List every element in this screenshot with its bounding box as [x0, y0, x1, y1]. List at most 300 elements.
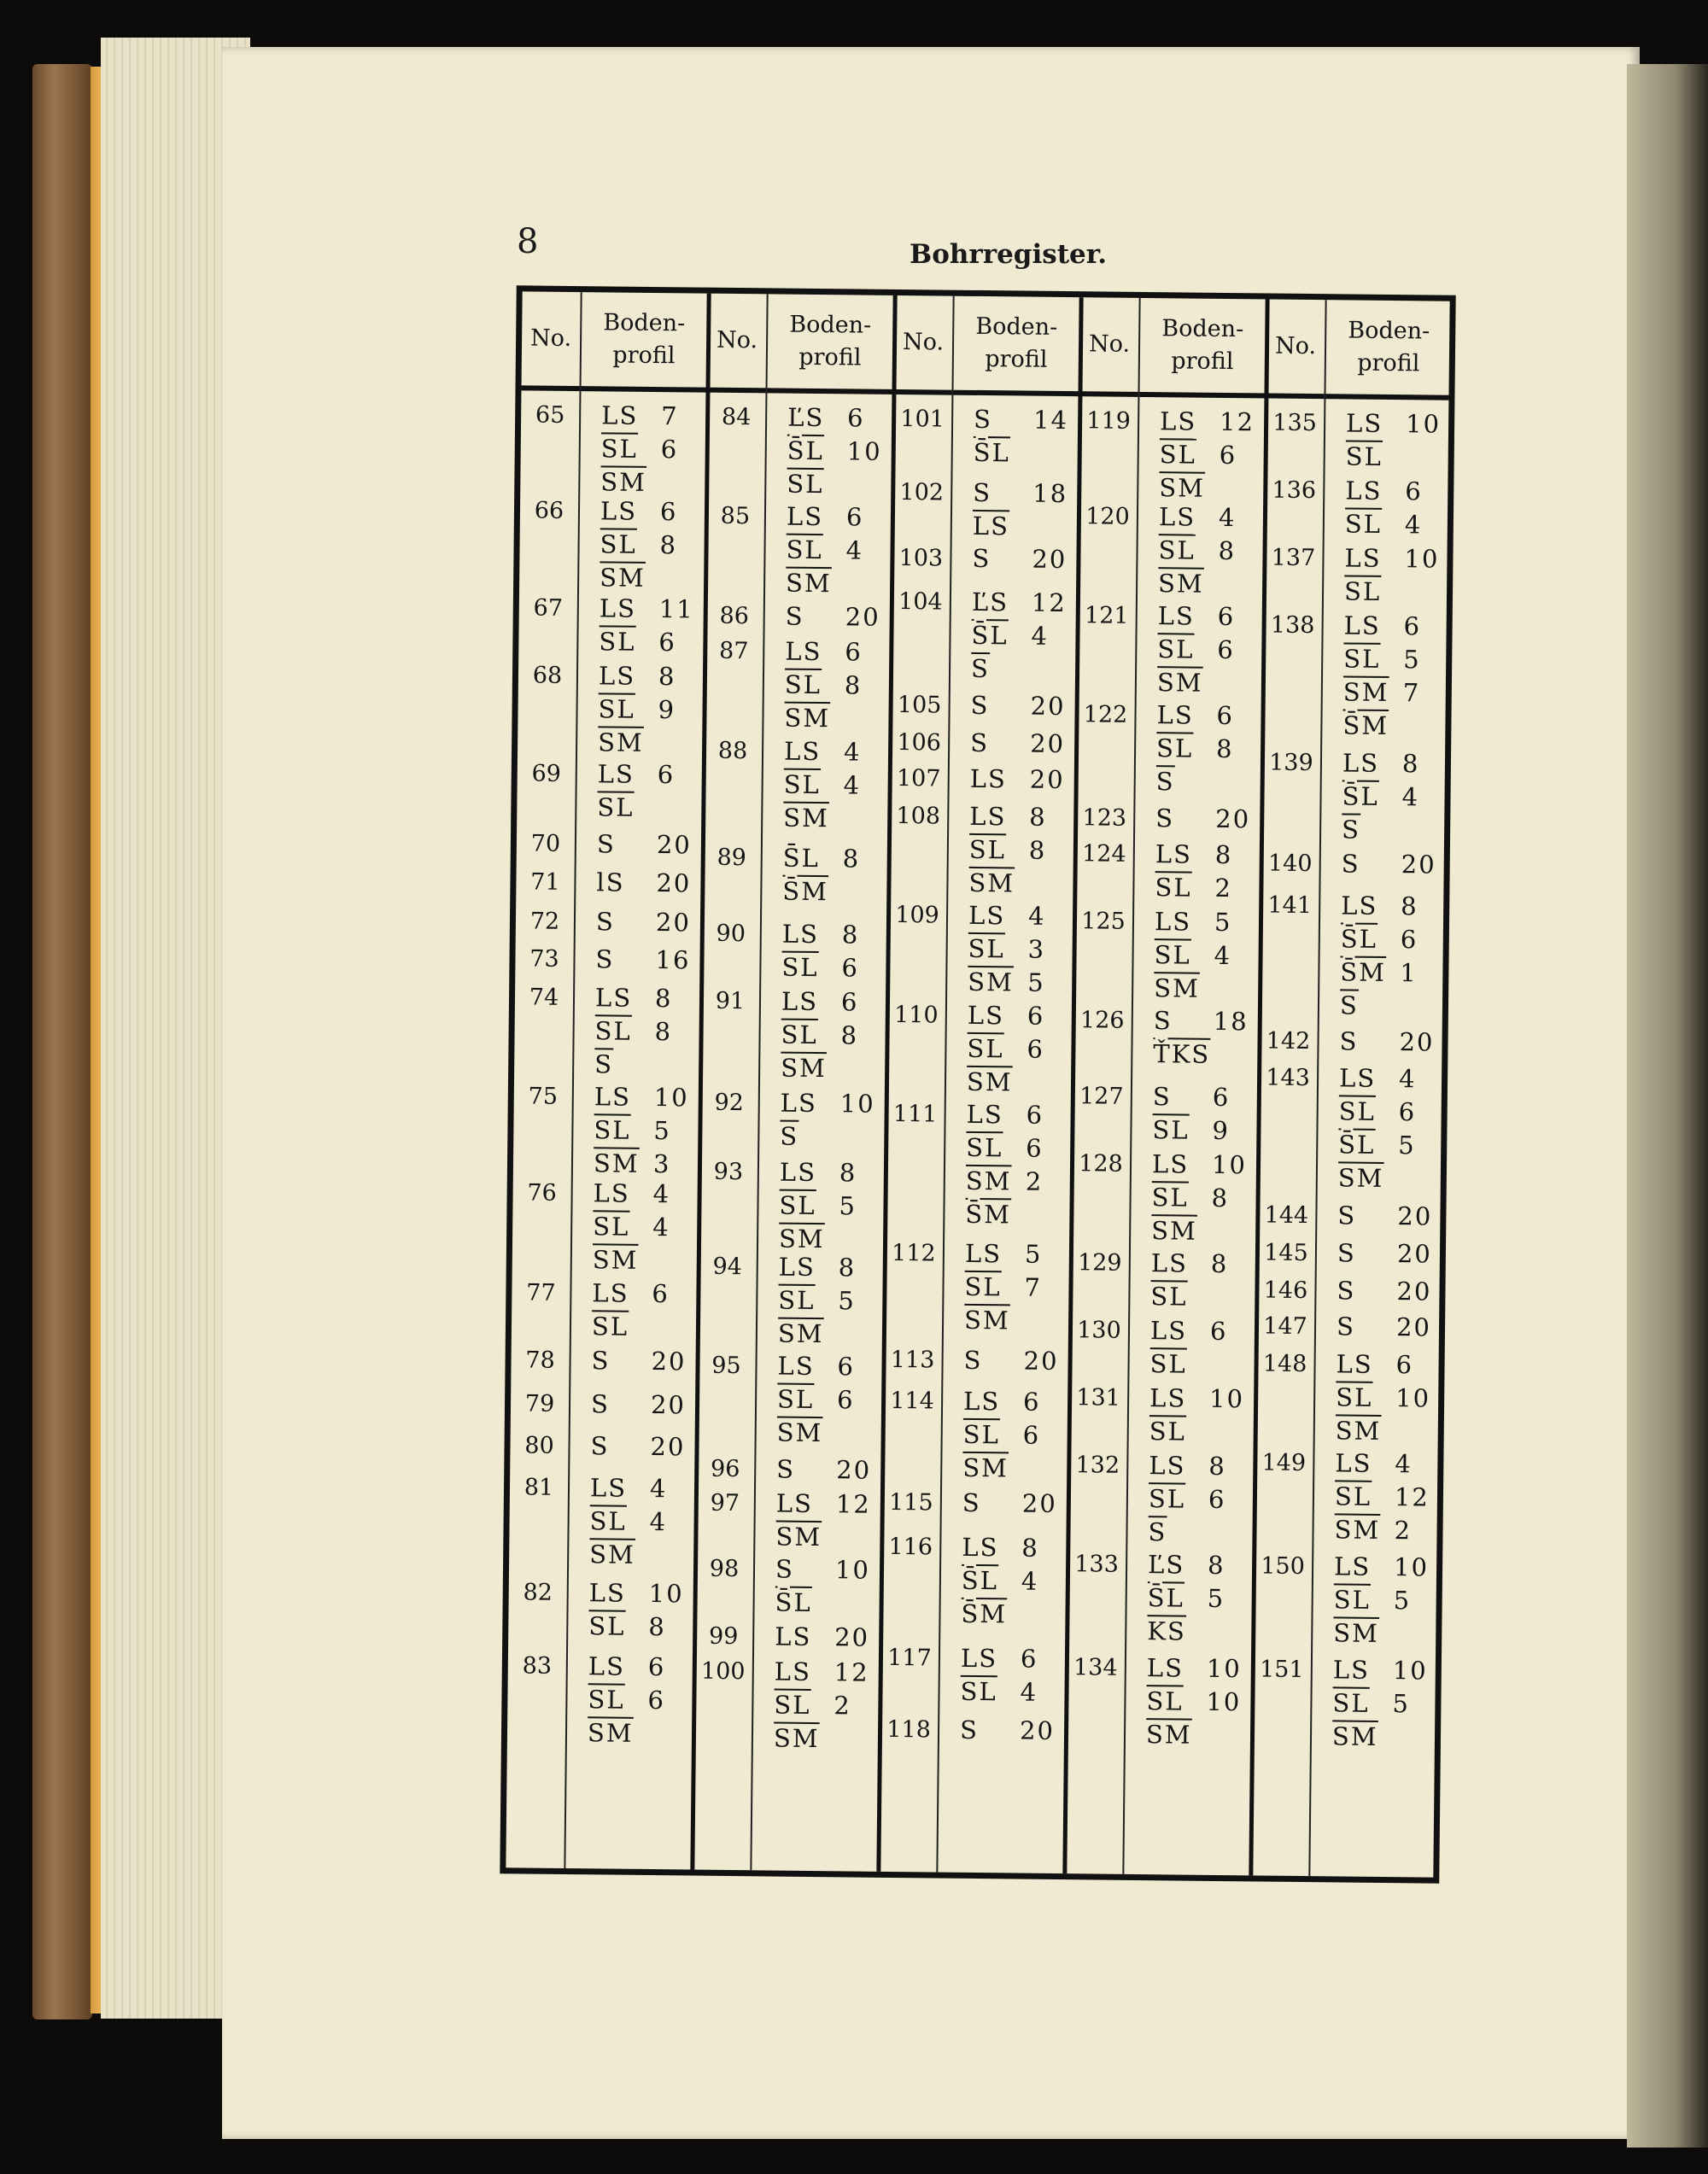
page-number: 8	[517, 222, 539, 261]
soil-type: $\overline{SL}$	[1338, 1096, 1376, 1127]
soil-profile	[776, 1453, 871, 1487]
soil-layer	[1342, 780, 1419, 814]
borehole-number: 135	[1272, 409, 1318, 437]
soil-layer	[1149, 1347, 1227, 1382]
soil-layer	[599, 625, 693, 659]
soil-type: $\overline{SM}$	[593, 1148, 640, 1178]
layer-depth: 5	[1392, 1689, 1411, 1719]
soil-profile	[974, 403, 1069, 470]
layer-depth: 18	[1032, 478, 1068, 508]
borehole-number: 113	[890, 1346, 935, 1374]
soil-type: $\overline{SL}$	[1155, 873, 1192, 903]
soil-type: $\overline{SL}$	[1155, 733, 1194, 763]
layer-depth: 8	[1028, 835, 1047, 865]
soil-layer	[1149, 1449, 1226, 1483]
column-rule-thick	[876, 295, 897, 1872]
borehole-number: 99	[708, 1622, 739, 1650]
layer-depth: 8	[1214, 839, 1233, 869]
layer-depth: 6	[1027, 1001, 1045, 1031]
soil-layer	[1346, 406, 1441, 441]
borehole-number: 146	[1263, 1277, 1308, 1304]
soil-layer	[593, 1244, 670, 1278]
layer-depth: 6	[647, 1651, 666, 1681]
soil-layer	[1147, 1615, 1225, 1649]
soil-layer	[776, 1453, 871, 1487]
soil-profile	[1344, 542, 1440, 610]
soil-layer	[1150, 1314, 1228, 1348]
borehole-number: 91	[715, 987, 746, 1014]
layer-depth: 5	[1393, 1586, 1412, 1616]
soil-type: $\overline{SL}$	[1159, 440, 1197, 470]
soil-type: LS	[1343, 611, 1381, 641]
layer-depth: 8	[839, 1157, 857, 1188]
soil-profile	[964, 1236, 1043, 1337]
layer-depth: 20	[1021, 1489, 1057, 1519]
soil-layer	[774, 1722, 869, 1756]
soil-type: LS	[1157, 601, 1196, 631]
soil-type: $\overline{SM}$	[1156, 668, 1203, 698]
soil-layer	[1333, 1617, 1428, 1651]
soil-layer	[969, 800, 1047, 834]
soil-type: $\overline{SL}$	[962, 1420, 1001, 1450]
soil-type: S	[973, 477, 992, 507]
soil-profile	[970, 689, 1065, 723]
soil-type: $\overline{SM}$	[962, 1453, 1009, 1483]
soil-profile	[1155, 802, 1250, 836]
soil-layer	[972, 542, 1067, 576]
soil-type: $\overline{SL}$	[593, 1212, 630, 1242]
soil-layer	[966, 1098, 1044, 1132]
soil-type: $\overline{SM}$	[1334, 1515, 1381, 1546]
soil-profile	[779, 1155, 857, 1256]
soil-layer	[783, 768, 861, 802]
running-head: Bohrregister.	[910, 239, 1108, 270]
header-profile-line1: Boden-	[1161, 315, 1244, 343]
borehole-number: 88	[717, 737, 748, 764]
soil-layer	[1156, 698, 1234, 733]
soil-profile	[1146, 1651, 1242, 1752]
soil-layer	[783, 842, 861, 876]
borehole-number: 128	[1079, 1149, 1123, 1178]
layer-depth: 20	[651, 1346, 687, 1376]
borehole-number: 85	[720, 503, 751, 530]
soil-profile	[1148, 1449, 1226, 1550]
soil-type: S̄L	[971, 620, 1009, 651]
layer-depth: 20	[1395, 1312, 1432, 1342]
borehole-number: 106	[897, 728, 942, 757]
soil-type: LS	[1345, 408, 1383, 438]
borehole-number: 76	[527, 1179, 557, 1207]
soil-profile	[786, 500, 864, 601]
soil-layer	[593, 1211, 670, 1245]
layer-depth: 8	[838, 1253, 857, 1283]
soil-type: $\overline{KS}$	[1147, 1616, 1187, 1646]
layer-depth: 4	[652, 1179, 671, 1209]
soil-type: $\overline{SL}$	[1343, 576, 1382, 607]
layer-depth: 6	[647, 1685, 666, 1715]
layer-depth: 10	[846, 436, 882, 466]
layer-depth: 8	[659, 529, 678, 559]
soil-profile	[1337, 1274, 1431, 1308]
soil-layer	[962, 1563, 1039, 1598]
borehole-number: 104	[898, 587, 943, 616]
soil-layer	[960, 1675, 1038, 1709]
soil-type: $\overline{SL}$	[774, 1690, 811, 1721]
soil-type: S	[590, 1431, 610, 1461]
soil-layer	[596, 866, 691, 900]
soil-type: $\overline{SL}$	[783, 769, 821, 799]
soil-layer	[594, 1147, 688, 1181]
layer-depth: 6	[837, 1352, 856, 1382]
soil-type: $\overline{SL}$	[600, 529, 637, 559]
soil-layer	[1157, 666, 1235, 700]
soil-profile	[1345, 475, 1423, 542]
soil-profile	[973, 476, 1068, 543]
soil-type: S	[595, 907, 616, 937]
soil-layer	[1156, 732, 1234, 766]
soil-type: LS	[969, 801, 1007, 832]
soil-type: $\overline{SL}$	[589, 1505, 627, 1536]
borehole-number: 107	[896, 765, 941, 792]
layer-depth: 8	[1029, 802, 1047, 832]
soil-profile	[778, 1251, 857, 1352]
layer-depth: 10	[839, 1088, 875, 1119]
soil-profile	[775, 1487, 871, 1555]
soil-type: S	[596, 829, 616, 859]
soil-layer	[787, 468, 881, 502]
soil-layer	[1158, 599, 1236, 634]
borehole-number: 117	[887, 1644, 932, 1672]
soil-layer	[973, 509, 1068, 543]
layer-depth: 12	[834, 1657, 869, 1688]
borehole-number: 83	[522, 1652, 553, 1680]
soil-layer	[1158, 534, 1236, 568]
soil-profile	[972, 542, 1067, 576]
header-profile-line1: Boden-	[1348, 317, 1430, 345]
soil-profile	[962, 1487, 1057, 1521]
soil-layer	[1343, 643, 1421, 677]
soil-type: LS	[1335, 1448, 1372, 1479]
layer-depth: 16	[655, 945, 691, 975]
soil-layer	[774, 1689, 869, 1723]
soil-layer	[1156, 765, 1234, 799]
layer-depth: 11	[658, 594, 694, 624]
soil-layer	[970, 726, 1065, 760]
soil-layer	[777, 1417, 855, 1451]
soil-type: S	[959, 1715, 980, 1744]
layer-depth: 20	[656, 830, 693, 860]
soil-profile	[1338, 1062, 1417, 1196]
soil-profile	[1342, 610, 1421, 744]
soil-layer	[1160, 438, 1255, 472]
layer-depth: 5	[1398, 1131, 1416, 1160]
soil-type: $\overline{SM}$	[592, 1245, 639, 1276]
borehole-number: 138	[1270, 611, 1315, 640]
layer-depth: 6	[1217, 601, 1236, 631]
soil-type: LS	[774, 1657, 812, 1687]
soil-profile	[594, 981, 673, 1082]
soil-type: $\overline{SL}$	[786, 535, 823, 565]
soil-layer	[589, 1576, 684, 1610]
soil-type: $\overline{SM}$	[1157, 568, 1204, 599]
soil-layer	[588, 1650, 666, 1684]
soil-type: $\overline{SL}$	[1158, 535, 1196, 565]
soil-layer	[589, 1505, 667, 1539]
soil-layer	[781, 950, 859, 985]
soil-layer	[776, 1487, 871, 1522]
layer-depth: 4	[843, 736, 862, 767]
borehole-number: 98	[709, 1555, 740, 1582]
soil-layer	[600, 561, 677, 595]
soil-type: S̄L	[787, 435, 825, 466]
soil-layer	[1335, 1481, 1430, 1515]
soil-profile	[599, 592, 694, 659]
soil-type: LS	[1149, 1451, 1186, 1481]
soil-profile	[589, 1471, 668, 1572]
layer-depth: 8	[840, 1020, 859, 1050]
layer-depth: 10	[1405, 409, 1442, 439]
soil-type: $\overline{SL}$	[1332, 1688, 1370, 1718]
soil-layer	[779, 1251, 857, 1285]
soil-profile	[783, 734, 862, 835]
layer-depth: 6	[1395, 1350, 1414, 1380]
soil-layer	[1152, 1113, 1230, 1148]
soil-layer	[1159, 500, 1237, 535]
soil-type: LS	[1341, 891, 1378, 921]
soil-type: $\overline{SL}$	[779, 1190, 816, 1220]
soil-type: $\overline{LS}$	[972, 511, 1010, 541]
soil-type: $\overline{SM}$	[600, 562, 646, 593]
soil-layer	[1336, 1381, 1430, 1415]
soil-type: $\overline{SM}$	[775, 1522, 822, 1552]
soil-layer	[1153, 1037, 1248, 1072]
layer-depth: 3	[1027, 934, 1046, 965]
soil-type: LS	[780, 1088, 818, 1118]
layer-depth: 6	[840, 986, 859, 1017]
layer-depth: 20	[1029, 764, 1065, 795]
soil-type: LS	[592, 1277, 629, 1308]
soil-type: $\overline{S}$	[594, 1049, 614, 1079]
soil-layer	[1343, 676, 1421, 710]
soil-type: LS	[1146, 1653, 1184, 1683]
soil-profile	[1342, 746, 1420, 847]
soil-type: $\overline{SM}$	[600, 467, 647, 497]
soil-layer	[594, 1080, 689, 1114]
soil-layer	[588, 1683, 665, 1717]
soil-layer	[787, 401, 882, 435]
borehole-number: 68	[532, 662, 563, 689]
header-profile-line1: Boden-	[975, 313, 1058, 341]
layer-depth: 6	[1026, 1100, 1044, 1130]
soil-profile	[962, 1385, 1041, 1486]
layer-depth: 10	[1206, 1653, 1242, 1684]
soil-layer	[1342, 848, 1436, 882]
borehole-number: 95	[711, 1353, 741, 1380]
layer-depth: 8	[1207, 1551, 1225, 1581]
soil-type: LS	[1344, 543, 1382, 574]
soil-type: S̄L	[1338, 1130, 1376, 1160]
soil-layer	[594, 1048, 672, 1082]
soil-layer	[777, 1383, 855, 1417]
soil-layer	[1342, 813, 1419, 847]
soil-type: LS	[962, 1387, 1001, 1417]
layer-depth: 5	[1214, 907, 1232, 937]
borehole-number: 112	[891, 1239, 936, 1266]
soil-type: LS	[1333, 1552, 1372, 1582]
soil-type: $\overline{S}$	[970, 653, 991, 684]
soil-type: $\overline{S}$	[1148, 1517, 1167, 1547]
layer-depth: 6	[1405, 476, 1423, 506]
soil-layer	[1151, 1247, 1229, 1281]
soil-layer	[601, 432, 679, 466]
borehole-number: 79	[524, 1390, 555, 1417]
soil-type: $\overline{SL}$	[599, 627, 636, 657]
layer-depth: 6	[1027, 1034, 1045, 1064]
soil-layer	[784, 734, 862, 768]
soil-type: $\overline{S}$	[1155, 767, 1175, 797]
soil-type: $\overline{S}$	[780, 1121, 799, 1151]
soil-type: $\overline{SM}$	[968, 967, 1014, 997]
soil-layer	[1148, 1581, 1225, 1616]
soil-type: LS	[1336, 1349, 1373, 1379]
borehole-number: 123	[1082, 804, 1127, 832]
layer-depth: 5	[1027, 967, 1045, 998]
soil-layer	[968, 932, 1045, 967]
soil-profile	[595, 943, 690, 977]
soil-profile	[777, 1350, 856, 1451]
soil-type: $\overline{SL}$	[1149, 1348, 1187, 1379]
borehole-number: 121	[1084, 602, 1129, 629]
header-profile-line1: Boden-	[789, 311, 872, 339]
borehole-number: 109	[895, 902, 939, 929]
soil-type: $\overline{SM}$	[587, 1718, 634, 1748]
soil-profile	[1147, 1548, 1225, 1649]
soil-type: $\overline{SL}$	[776, 1384, 815, 1415]
layer-depth: 6	[1020, 1644, 1038, 1674]
soil-type: S	[1152, 1081, 1172, 1111]
soil-type: LS	[1158, 501, 1196, 532]
layer-depth: 20	[1019, 1715, 1056, 1745]
borehole-number: 110	[893, 1001, 939, 1029]
layer-depth: 10	[1393, 1552, 1430, 1582]
soil-type: S̄L	[1340, 924, 1378, 955]
soil-type: $\overline{S}$	[1341, 815, 1361, 844]
borehole-number: 86	[719, 602, 750, 629]
soil-profile	[1334, 1447, 1430, 1548]
soil-profile	[1152, 1080, 1230, 1148]
borehole-number: 80	[524, 1432, 554, 1459]
layer-depth: 20	[1399, 1026, 1435, 1057]
layer-depth: 6	[657, 760, 676, 790]
header-bodenprofil	[766, 294, 895, 389]
soil-type: $\overline{SM}$	[783, 803, 830, 833]
layer-depth: 5	[1403, 645, 1421, 675]
soil-layer	[778, 1318, 856, 1352]
soil-layer	[786, 534, 863, 568]
borehole-number: 102	[899, 478, 945, 506]
layer-depth: 8	[1210, 1248, 1229, 1278]
soil-type: LS	[777, 1351, 815, 1382]
soil-type: lS	[596, 868, 625, 897]
soil-layer	[1154, 938, 1231, 973]
layer-depth: 14	[1032, 405, 1069, 435]
soil-layer	[969, 833, 1047, 868]
soil-type: $\overline{SL}$	[778, 1285, 816, 1316]
soil-type: LS	[783, 736, 822, 766]
soil-profile	[592, 1277, 670, 1344]
soil-layer	[968, 867, 1046, 901]
soil-layer	[590, 1471, 668, 1505]
soil-layer	[1336, 1414, 1430, 1448]
soil-layer	[1338, 1129, 1416, 1163]
layer-depth: 8	[1215, 733, 1234, 764]
header-bodenprofil	[1138, 298, 1267, 394]
layer-depth: 4	[1031, 621, 1050, 651]
soil-profile	[1155, 838, 1232, 905]
layer-depth: 6	[1219, 440, 1237, 470]
layer-depth: 12	[835, 1489, 871, 1519]
soil-type: LS	[1332, 1655, 1371, 1685]
soil-type: $\overline{SL}$	[1345, 441, 1383, 471]
soil-type: $\overline{SL}$	[588, 1611, 626, 1641]
soil-type: S̄L	[782, 843, 821, 874]
borehole-number: 90	[716, 920, 746, 947]
soil-type: S	[963, 1345, 983, 1376]
soil-profile	[971, 586, 1067, 687]
borehole-number: 131	[1076, 1384, 1121, 1411]
borehole-register-table	[500, 285, 1455, 1883]
soil-layer	[1148, 1548, 1225, 1582]
soil-profile	[1151, 1148, 1247, 1248]
soil-type: $\overline{SM}$	[1145, 1720, 1192, 1750]
soil-profile	[1149, 1314, 1227, 1382]
soil-profile	[593, 1178, 671, 1278]
borehole-number: 139	[1269, 749, 1313, 777]
soil-profile	[1157, 599, 1236, 700]
soil-layer	[1339, 1025, 1434, 1059]
soil-type: LS	[964, 1238, 1003, 1268]
layer-depth: 8	[654, 983, 673, 1013]
borehole-number: 145	[1264, 1239, 1308, 1266]
borehole-number: 115	[888, 1489, 933, 1517]
soil-layer	[588, 1716, 665, 1750]
borehole-number: 87	[718, 638, 749, 665]
soil-type: $\overline{SL}$	[594, 1115, 631, 1145]
soil-type: $\overline{SL}$	[781, 952, 819, 982]
layer-depth: 8	[1211, 1183, 1230, 1213]
soil-type: $\overline{SL}$	[1152, 1114, 1190, 1145]
soil-type: $\overline{SM}$	[1151, 1215, 1197, 1246]
soil-type: LS	[778, 1252, 816, 1283]
borehole-number: 144	[1264, 1201, 1309, 1230]
soil-layer	[781, 1018, 858, 1052]
layer-depth: 20	[650, 1389, 687, 1420]
layer-depth: 4	[1218, 502, 1237, 532]
borehole-number: 71	[530, 868, 560, 896]
layer-depth: 6	[652, 1278, 670, 1308]
header-bodenprofil	[580, 292, 709, 388]
soil-profile	[787, 401, 882, 502]
soil-layer	[593, 1178, 670, 1212]
soil-type: S	[785, 601, 804, 631]
soil-type: LS	[785, 636, 822, 667]
soil-layer	[1335, 1447, 1430, 1481]
layer-depth: 20	[1396, 1276, 1432, 1306]
soil-profile	[774, 1656, 869, 1756]
borehole-number: 100	[700, 1658, 746, 1686]
soil-type: S	[595, 944, 615, 974]
soil-layer	[786, 567, 863, 601]
